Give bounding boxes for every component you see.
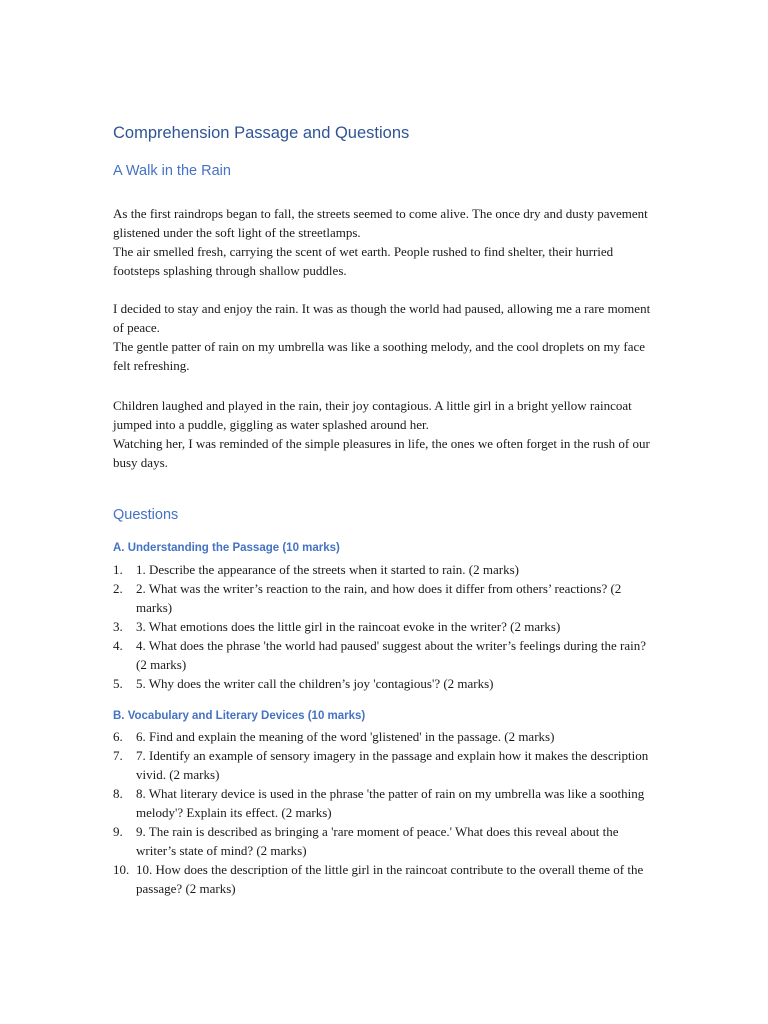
paragraph-1-line-1: As the first raindrops began to fall, the streets seemed to come alive. The once dry and dusty pavement glistened under the soft light of the streetlamps.: [113, 206, 648, 240]
passage-paragraph-1: [113, 204, 658, 280]
question-text: 8. What literary device is used in the phrase 'the patter of rain on my umbrella was like a soothing melody'? Explain its effect. (2 marks): [136, 786, 645, 820]
question-text: 3. What emotions does the little girl in the raincoat evoke in the writer? (2 marks): [136, 619, 561, 634]
question-number: 3.: [113, 619, 123, 634]
question-text: 6. Find and explain the meaning of the word 'glistened' in the passage. (2 marks): [136, 729, 555, 744]
question-text: 1. Describe the appearance of the streets when it started to rain. (2 marks): [136, 562, 519, 577]
question-text: 10. How does the description of the little girl in the raincoat contribute to the overall theme of the passage? (2 marks): [136, 862, 644, 896]
question-item: [113, 579, 653, 617]
question-number: 1.: [113, 562, 123, 577]
paragraph-2-line-1: I decided to stay and enjoy the rain. It was as though the world had paused, allowing me a rare moment of peace.: [113, 301, 651, 335]
question-item: [113, 822, 653, 860]
questions-heading: Questions: [113, 507, 179, 523]
paragraph-2-line-2: The gentle patter of rain on my umbrella was like a soothing melody, and the cool droplets on my face felt refreshing.: [113, 339, 646, 373]
section-a-heading: A. Understanding the Passage (10 marks): [113, 542, 340, 554]
question-number: 8.: [113, 786, 123, 801]
question-item: [113, 784, 653, 822]
question-item: [113, 727, 653, 746]
question-number: 2.: [113, 581, 123, 596]
question-number: 7.: [113, 748, 123, 763]
document-title: Comprehension Passage and Questions: [113, 124, 410, 142]
passage-heading: A Walk in the Rain: [113, 163, 231, 179]
question-text: 2. What was the writer’s reaction to the rain, and how does it differ from others’ reactions? (2 marks): [136, 581, 622, 615]
question-number: 6.: [113, 729, 123, 744]
passage-paragraph-2: [113, 299, 658, 375]
paragraph-3-line-2: Watching her, I was reminded of the simple pleasures in life, the ones we often forget in the rush of our busy days.: [113, 436, 650, 470]
question-item: [113, 636, 653, 674]
question-number: 10.: [113, 862, 130, 877]
question-number: 9.: [113, 824, 123, 839]
question-item: [113, 860, 653, 898]
question-item: [113, 746, 653, 784]
question-number: 5.: [113, 676, 123, 691]
passage-paragraph-3: [113, 396, 658, 472]
section-b-heading: B. Vocabulary and Literary Devices (10 marks): [113, 710, 366, 722]
section-b-question-list: [113, 727, 653, 898]
paragraph-1-line-2: The air smelled fresh, carrying the scent of wet earth. People rushed to find shelter, their hurried footsteps splashing through shallow puddles.: [113, 244, 614, 278]
question-text: 9. The rain is described as bringing a 'rare moment of peace.' What does this reveal about the writer’s state of mind? (2 marks): [136, 824, 619, 858]
question-text: 5. Why does the writer call the children’s joy 'contagious'? (2 marks): [136, 676, 494, 691]
paragraph-3-line-1: Children laughed and played in the rain, their joy contagious. A little girl in a bright yellow raincoat jumped into a puddle, giggling as water splashed around her.: [113, 398, 632, 432]
question-item: [113, 674, 653, 693]
question-text: 7. Identify an example of sensory imagery in the passage and explain how it makes the description vivid. (2 marks): [136, 748, 649, 782]
question-text: 4. What does the phrase 'the world had paused' suggest about the writer’s feelings during the rain? (2 marks): [136, 638, 646, 672]
question-number: 4.: [113, 638, 123, 653]
question-item: [113, 560, 653, 579]
section-a-question-list: [113, 560, 653, 693]
question-item: [113, 617, 653, 636]
